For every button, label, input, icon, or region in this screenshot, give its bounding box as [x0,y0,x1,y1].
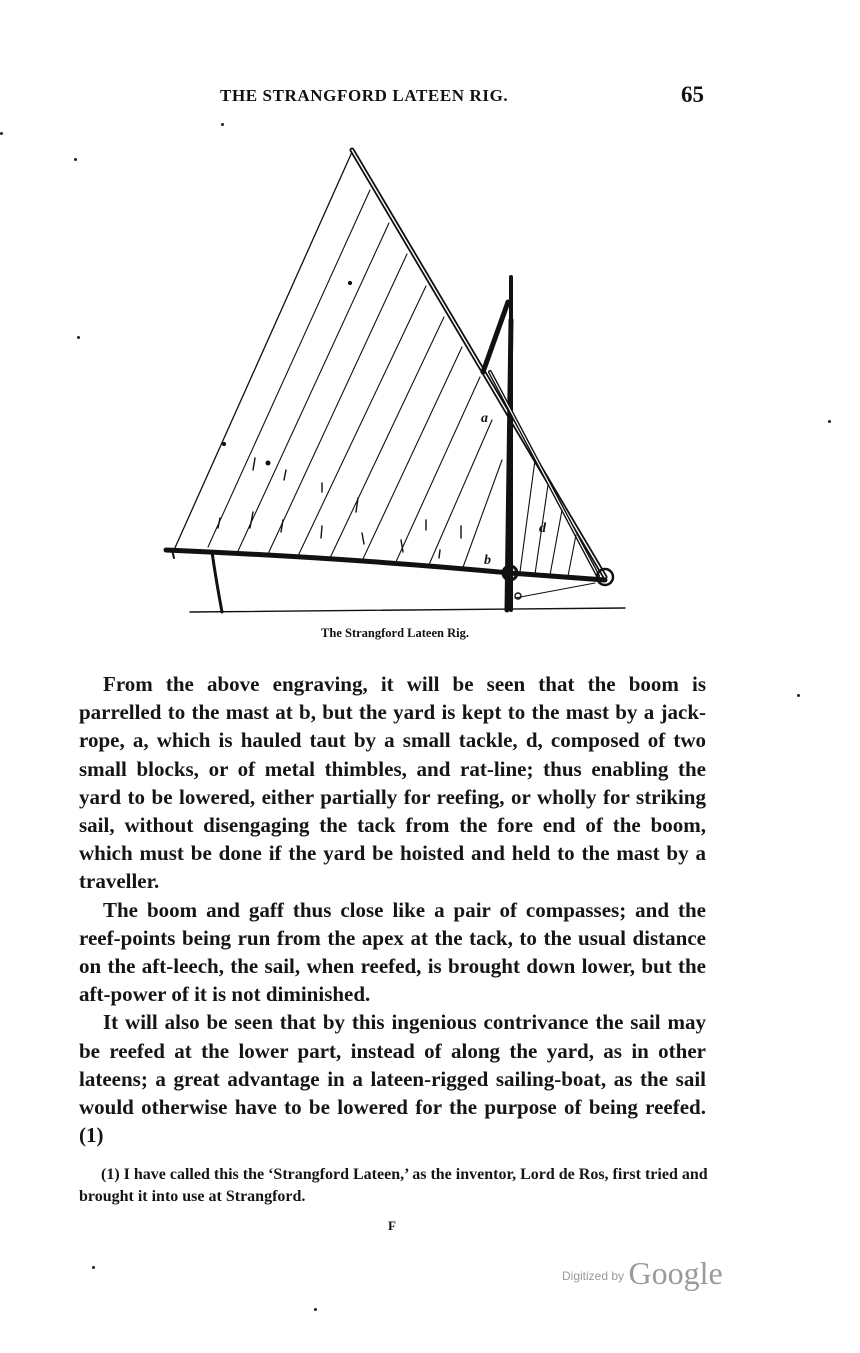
running-title: THE STRANGFORD LATEEN RIG. [220,86,509,105]
signature-mark: F [388,1218,396,1233]
page-number: 65 [681,82,704,107]
scan-speck [74,158,77,161]
scan-speck [221,123,224,126]
footnote-marker: (1) [101,1166,120,1183]
label-b: b [484,553,491,568]
body-text [79,670,706,1149]
paragraph-3: It will also be seen that by this ingenious contrivance the sail may be reefed at the lower part, instead of along the yard, as in other lateens; a great advantage in a lateen-rigged sailing-boat, as the sail would otherwise have to be lowered for the purpose of being reefed. (1) [79,1010,706,1148]
label-a: a [481,411,488,426]
digitized-watermark [562,1255,723,1292]
scan-speck [0,132,3,135]
scan-speck [828,420,831,423]
scan-speck [92,1266,95,1269]
google-logo: Google [628,1255,723,1291]
footnote-text: I have called this the ‘Strangford Lateen,’ as the inventor, Lord de Ros, first tried and brought it into use at Strangford. [79,1166,708,1205]
scan-speck [797,694,800,697]
watermark-prefix: Digitized by [562,1269,625,1283]
scan-speck [77,336,80,339]
lateen-rig-engraving [150,140,630,620]
scan-speck [314,1308,317,1311]
label-d: d [539,521,546,536]
paragraph-2: The boom and gaff thus close like a pair of compasses; and the reef-points being run from the apex at the tack, to the usual distance on the aft-leech, the sail, when reefed, is brought down lower, but the aft-power of it is not diminished. [79,897,706,1007]
sail-diagram-icon [150,140,630,620]
running-head [220,84,710,112]
footnote [79,1164,709,1208]
figure-caption: The Strangford Lateen Rig. [321,626,469,640]
paragraph-1: From the above engraving, it will be seen that the boom is parrelled to the mast at b, but the yard is kept to the mast by a jack-rope, a, which is hauled taut by a small tackle, d, composed of two small blocks, or of metal thimbles, and rat-line; thus enabling the yard to be lowered, either partially for reefing, or wholly for striking sail, without disengaging the tack from the fore end of the boom, which must be done if the yard be hoisted and held to the mast by a traveller. [79,672,706,894]
